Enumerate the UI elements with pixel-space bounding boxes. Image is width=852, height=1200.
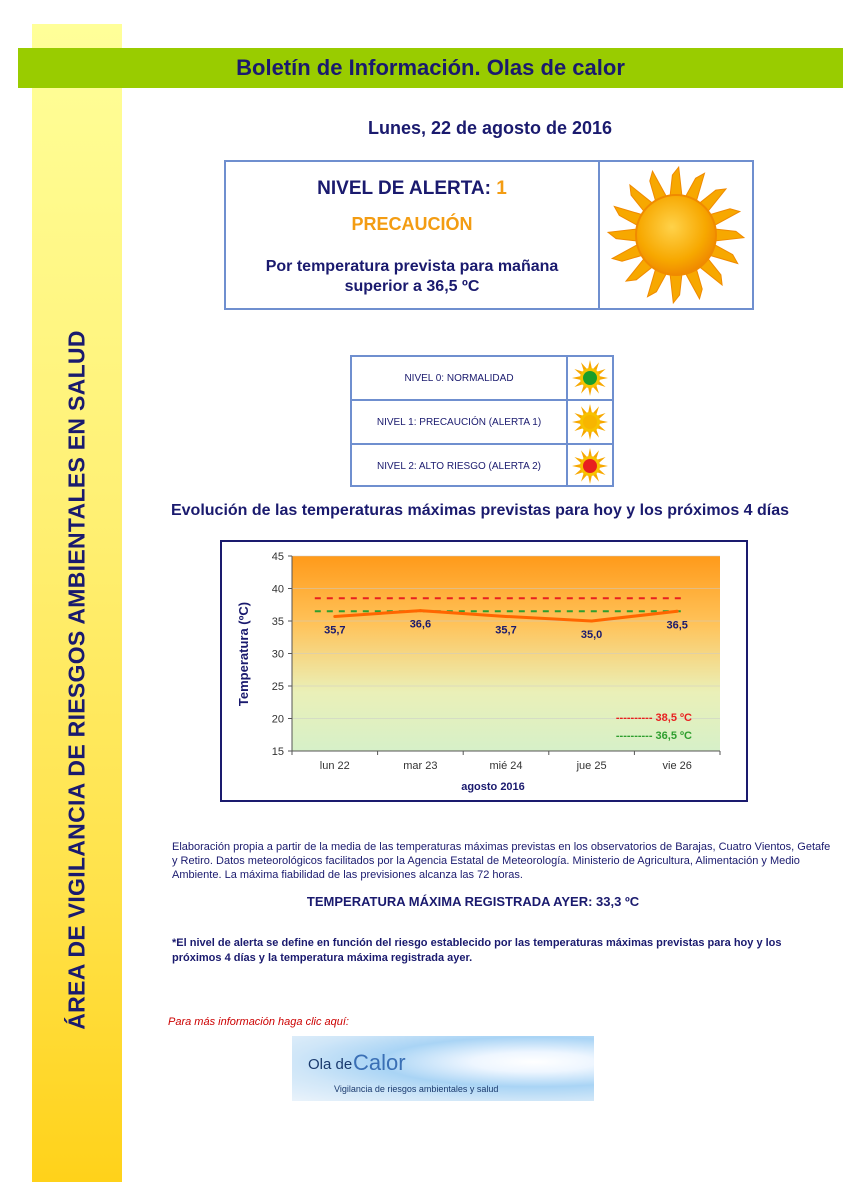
sun-ray xyxy=(599,376,608,380)
y-tick-label: 20 xyxy=(271,713,284,726)
x-tick-label: jue 25 xyxy=(576,760,607,772)
sun-ray xyxy=(588,387,592,396)
sun-icon xyxy=(600,162,752,308)
banner-subtitle: Vigilancia de riesgos ambientales y salud xyxy=(334,1084,499,1094)
sun-red-icon xyxy=(568,445,612,487)
alert-level-label: NIVEL DE ALERTA: xyxy=(317,178,491,199)
y-tick-label: 35 xyxy=(271,616,284,628)
sun-ray xyxy=(599,464,608,468)
alert-level-name: PRECAUCIÓN xyxy=(351,214,473,234)
sun-ray xyxy=(572,464,581,468)
temperature-chart xyxy=(220,540,748,802)
legend-label-level0: NIVEL 0: NORMALIDAD xyxy=(352,357,568,399)
alert-reason-line1: Por temperatura prevista para mañana xyxy=(265,258,559,275)
y-axis-label: Temperatura (ºC) xyxy=(236,601,251,707)
data-point xyxy=(419,609,422,612)
threshold-legend-green: ---------- 36,5 ºC xyxy=(615,730,692,742)
x-axis-label: agosto 2016 xyxy=(461,781,525,793)
alert-box xyxy=(224,160,754,310)
x-tick-label: mié 24 xyxy=(489,760,523,772)
data-point xyxy=(333,615,336,618)
legend-label-level2: NIVEL 2: ALTO RIESGO (ALERTA 2) xyxy=(352,445,568,487)
sun-ray xyxy=(572,376,581,380)
x-tick-label: mar 23 xyxy=(403,760,438,772)
sun-ray xyxy=(588,404,592,413)
sun-ray xyxy=(588,360,592,369)
sun-ray xyxy=(572,420,581,424)
x-tick-label: vie 26 xyxy=(662,760,692,772)
evolution-title: Evolución de las temperaturas máximas previstas para hoy y los próximos 4 días xyxy=(170,502,790,519)
sun-ray xyxy=(599,420,608,424)
banner-ola: Ola de xyxy=(308,1056,353,1073)
ola-de-calor-banner-link[interactable] xyxy=(292,1036,594,1101)
methodology-note: Elaboración propia a partir de la media de las temperaturas máximas previstas en los observatorios de Barajas, Cuatro Vientos, Getafe y Retiro. Datos meteorológicos facilitados por la Agencia Estatal de Meteorología. Ministerio de Agricultura, Alimentación y Medio Ambiente. La máxima fiabilidad de las previsiones alcanza las 72 horas. xyxy=(172,841,831,881)
title-bar xyxy=(18,48,843,88)
y-tick-label: 25 xyxy=(271,681,284,693)
sun-ray xyxy=(588,475,592,484)
data-label: 36,6 xyxy=(409,618,432,631)
data-point xyxy=(676,610,679,613)
side-label: ÁREA DE VIGILANCIA DE RIESGOS AMBIENTALES EN SALUD xyxy=(63,330,90,1030)
data-label: 35,7 xyxy=(324,624,346,637)
legend-row-level0 xyxy=(352,357,612,401)
more-info-link-text[interactable]: Para más información haga clic aquí: xyxy=(168,1016,349,1028)
sun-ray xyxy=(608,229,638,241)
alert-footnote: *El nivel de alerta se define en función del riesgo establecido por las temperaturas máximas previstas para hoy y los próximos 4 días y la temperatura máxima registrada ayer. xyxy=(172,937,782,964)
temperature-chart-svg xyxy=(222,542,746,800)
data-label: 35,0 xyxy=(580,629,603,641)
sun-ray xyxy=(714,229,744,241)
threshold-legend-red: ---------- 38,5 ºC xyxy=(615,712,692,724)
bulletin-date: Lunes, 22 de agosto de 2016 xyxy=(367,118,613,138)
legend-label-level1: NIVEL 1: PRECAUCIÓN (ALERTA 1) xyxy=(352,401,568,443)
sun-ray xyxy=(670,167,682,197)
alert-level xyxy=(226,178,598,200)
alert-text-panel xyxy=(226,162,600,308)
y-tick-label: 30 xyxy=(271,648,284,661)
banner-calor: Calor xyxy=(353,1050,406,1075)
alert-reason-line2: superior a 36,5 ºC xyxy=(344,278,480,295)
page-title: Boletín de Información. Olas de calor xyxy=(236,55,625,80)
sun-green-icon xyxy=(568,357,612,399)
max-temp-yesterday: TEMPERATURA MÁXIMA REGISTRADA AYER: 33,3 ºC xyxy=(306,894,640,909)
legend-row-level1 xyxy=(352,401,612,445)
sun-ray xyxy=(588,431,592,440)
sun-ray xyxy=(670,273,682,303)
data-label: 36,5 xyxy=(666,619,688,632)
sun-yellow-icon xyxy=(568,401,612,443)
data-point xyxy=(505,615,508,618)
data-point xyxy=(590,620,593,623)
data-label: 35,7 xyxy=(495,624,517,637)
y-tick-label: 15 xyxy=(271,746,284,758)
sun-ray xyxy=(588,448,592,457)
alert-level-value: 1 xyxy=(496,178,507,199)
alert-reason xyxy=(226,257,598,297)
y-tick-label: 40 xyxy=(271,583,284,596)
y-tick-label: 45 xyxy=(271,551,284,563)
alert-level-legend xyxy=(350,355,614,487)
legend-row-level2 xyxy=(352,445,612,487)
x-tick-label: lun 22 xyxy=(319,760,350,772)
